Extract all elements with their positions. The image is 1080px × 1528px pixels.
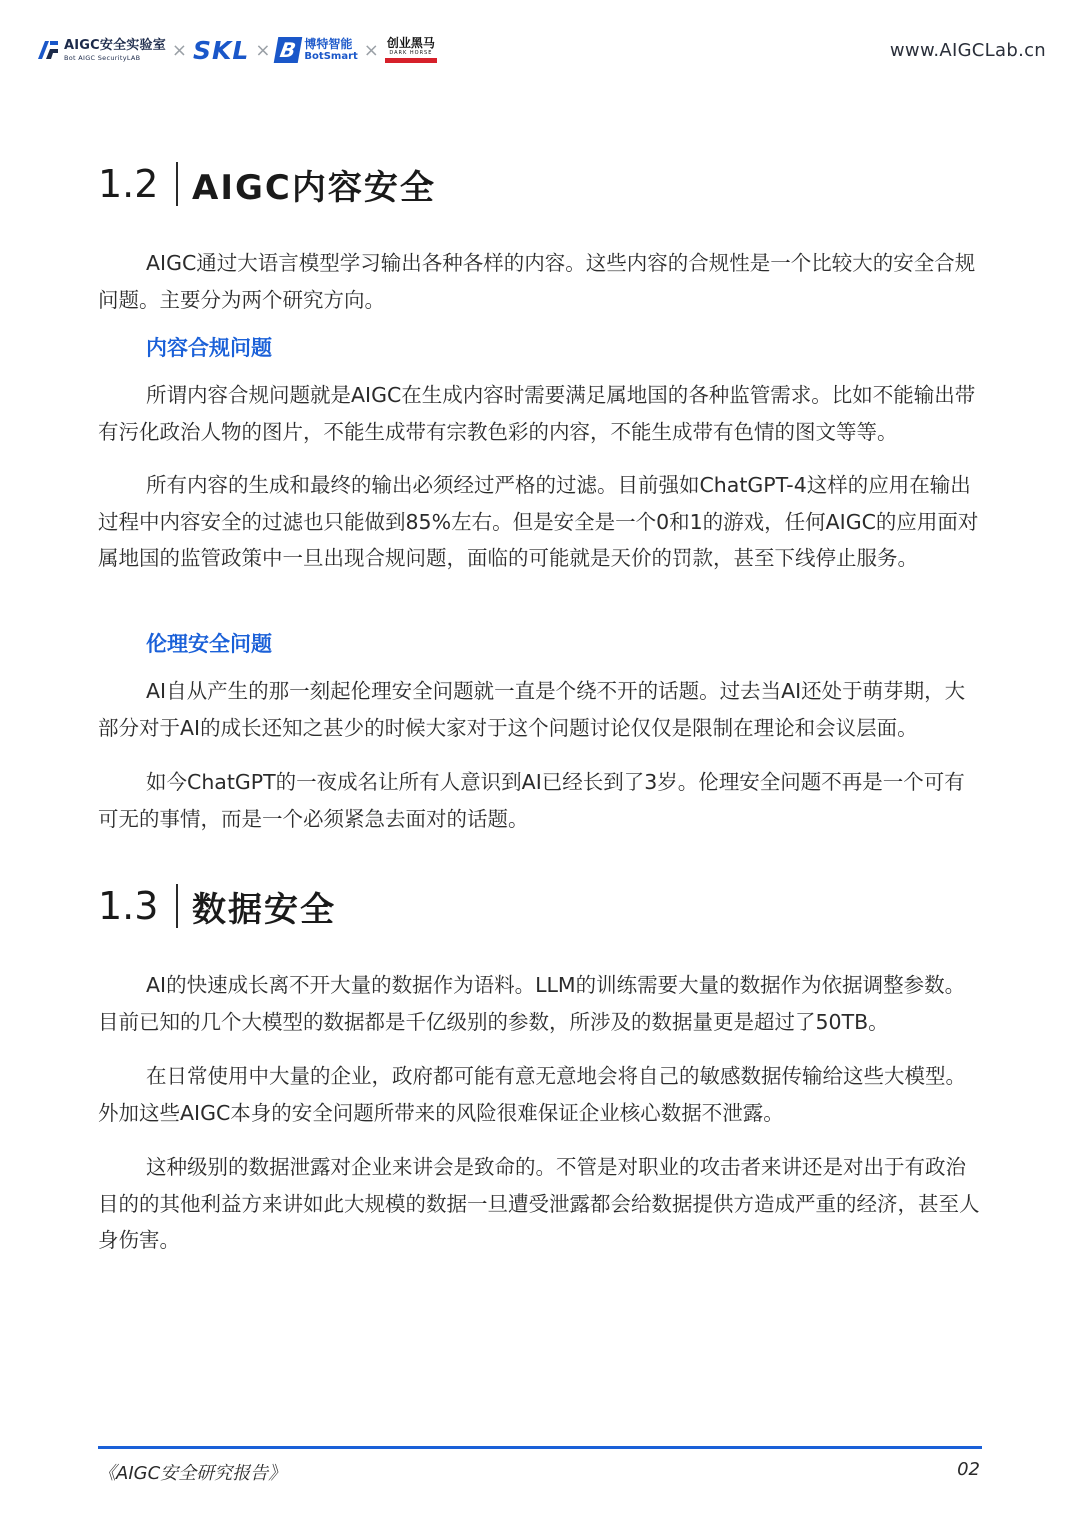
site-url[interactable]: www.AIGCLab.cn bbox=[889, 40, 1046, 61]
section-heading-1-3 bbox=[98, 882, 336, 930]
footer-divider bbox=[98, 1446, 982, 1449]
paragraph: AIGC通过大语言模型学习输出各种各样的内容。这些内容的合规性是一个比较大的安全合规问题。主要分为两个研究方向。 bbox=[98, 251, 976, 312]
heading-divider bbox=[176, 162, 178, 206]
paragraph: 所谓内容合规问题就是AIGC在生成内容时需要满足属地国的各种监管需求。比如不能输出带有污化政治人物的图片，不能生成带有宗教色彩的内容，不能生成带有色情的图文等等。 bbox=[98, 383, 976, 444]
report-title: 《AIGC安全研究报告》 bbox=[98, 1463, 287, 1484]
aigc-lab-logo-sub: Bot AIGC SecurityLAB bbox=[64, 53, 141, 62]
aigc-lab-mark-icon bbox=[36, 39, 60, 61]
subsection-heading: 伦理安全问题 bbox=[146, 632, 272, 656]
section-title: AIGC内容安全 bbox=[192, 167, 436, 208]
section-title: 数据安全 bbox=[192, 889, 336, 930]
aigc-lab-logo-name: AIGC安全实验室 bbox=[64, 37, 166, 53]
botsmart-logo-name: 博特智能 bbox=[304, 37, 353, 51]
paragraph: AI自从产生的那一刻起伦理安全问题就一直是个绕不开的话题。过去当AI还处于萌芽期，大部分对于AI的成长还知之甚少的时候大家对于这个问题讨论仅仅是限制在理论和会议层面。 bbox=[98, 679, 966, 740]
dark-horse-logo bbox=[385, 37, 437, 63]
logo-separator: × bbox=[255, 39, 271, 61]
subsection-heading: 内容合规问题 bbox=[146, 336, 272, 360]
page-header bbox=[0, 0, 1080, 100]
dark-horse-logo-name: 创业黑马 bbox=[386, 36, 435, 50]
heading-divider bbox=[176, 884, 178, 928]
paragraph: 所有内容的生成和最终的输出必须经过严格的过滤。目前强如ChatGPT-4这样的应用在输出过程中内容安全的过滤也只能做到85%左右。但是安全是一个0和1的游戏，任何AIGC的应用面对属地国的监管政策中一旦出现合规问题，面临的可能就是天价的罚款，甚至下线停止服务。 bbox=[98, 473, 979, 570]
logo-separator: × bbox=[363, 39, 379, 61]
section-number: 1.2 bbox=[98, 162, 159, 206]
logo-separator: × bbox=[171, 39, 188, 61]
section-heading-1-2 bbox=[98, 160, 436, 208]
paragraph: 如今ChatGPT的一夜成名让所有人意识到AI已经长到了3岁。伦理安全问题不再是一个可有可无的事情，而是一个必须紧急去面对的话题。 bbox=[98, 770, 965, 831]
page-number: 02 bbox=[957, 1459, 980, 1480]
botsmart-logo bbox=[276, 37, 357, 63]
dark-horse-red-bar bbox=[385, 58, 437, 63]
dark-horse-logo-sub: DARK HORSE bbox=[389, 50, 433, 56]
paragraph: 这种级别的数据泄露对企业来讲会是致命的。不管是对职业的攻击者来讲还是对出于有政治目的的其他利益方来讲如此大规模的数据一旦遭受泄露都会给数据提供方造成严重的经济，甚至人身伤害。 bbox=[98, 1155, 980, 1252]
botsmart-mark-icon: B bbox=[274, 37, 303, 63]
paragraph: AI的快速成长离不开大量的数据作为语料。LLM的训练需要大量的数据作为依据调整参数。目前已知的几个大模型的数据都是千亿级别的参数，所涉及的数据量更是超过了50TB。 bbox=[98, 973, 966, 1034]
aigc-lab-logo bbox=[36, 39, 166, 62]
paragraph: 在日常使用中大量的企业，政府都可能有意无意地会将自己的敏感数据传输给这些大模型。外加这些AIGC本身的安全问题所带来的风险很难保证企业核心数据不泄露。 bbox=[98, 1064, 966, 1125]
skl-logo: SKL bbox=[193, 35, 250, 65]
section-number: 1.3 bbox=[98, 884, 159, 928]
botsmart-logo-sub: BotSmart bbox=[304, 51, 358, 62]
partner-logos bbox=[36, 34, 437, 66]
